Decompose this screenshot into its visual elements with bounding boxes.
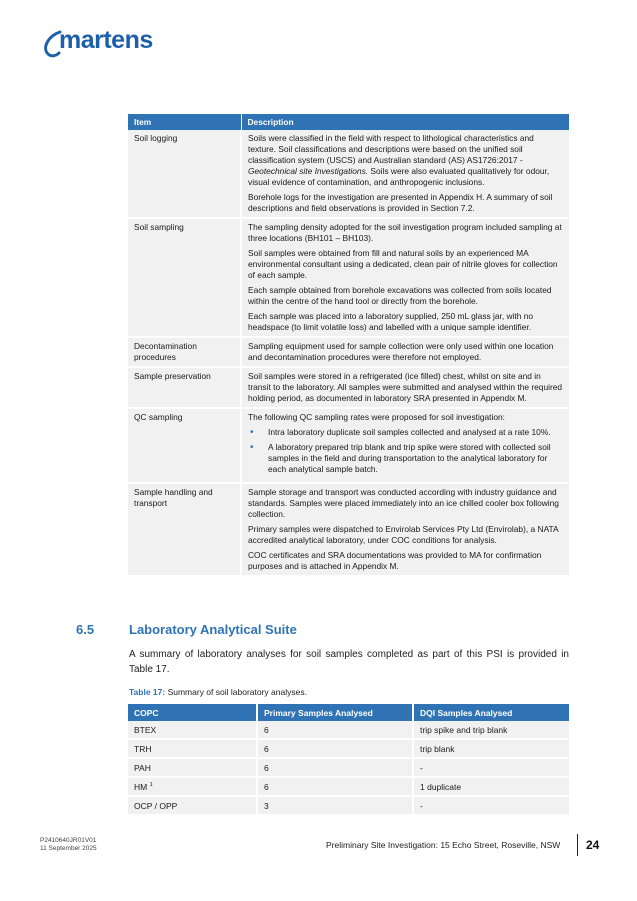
row-description [241, 367, 569, 408]
description-paragraph: Each sample was placed into a laboratory supplied, 250 mL glass jar, with no headspace (to limit volatile loss) and labelled with a unique sample identifier. [248, 311, 534, 332]
primary-cell: 3 [257, 796, 413, 815]
footer-title: Preliminary Site Investigation: 15 Echo Street, Roseville, NSW [326, 840, 561, 850]
primary-cell: 6 [257, 739, 413, 758]
methodology-table [128, 114, 569, 577]
copc-cell: OCP / OPP [128, 796, 257, 815]
table-row [128, 367, 569, 408]
dqi-cell: - [413, 796, 569, 815]
primary-cell: 6 [257, 758, 413, 777]
description-paragraph: Each sample obtained from borehole excavations was collected from soils located within the centre of the hand tool or directly from the borehole. [248, 285, 552, 306]
dqi-cell: - [413, 758, 569, 777]
table-row [128, 483, 569, 576]
copc-cell: PAH [128, 758, 257, 777]
copc-cell: TRH [128, 739, 257, 758]
section-title: Laboratory Analytical Suite [129, 622, 297, 637]
table-caption [129, 687, 307, 697]
qc-bullet-list [248, 427, 563, 475]
primary-cell: 6 [257, 721, 413, 739]
col-header-item: Item [128, 114, 241, 130]
row-description [241, 218, 569, 337]
table-header-row [128, 114, 569, 130]
section-paragraph: A summary of laboratory analyses for soil samples completed as part of this PSI is provided in Table 17. [129, 649, 569, 675]
row-description [241, 408, 569, 483]
row-item: Soil sampling [128, 218, 241, 337]
col-header-primary: Primary Samples Analysed [257, 704, 413, 721]
description-paragraph: The following QC sampling rates were proposed for soil investigation: [248, 412, 505, 422]
logo-text: martens [59, 26, 153, 54]
description-paragraph: Borehole logs for the investigation are presented in Appendix H. A summary of soil descriptions and field observations is provided in Section 7.2. [248, 192, 553, 213]
dqi-cell: trip blank [413, 739, 569, 758]
dqi-cell: 1 duplicate [413, 777, 569, 796]
copc-cell: BTEX [128, 721, 257, 739]
caption-label: Table 17: [129, 687, 166, 697]
copc-cell: HM $^1$ [128, 777, 257, 796]
description-paragraph: The sampling density adopted for the soil investigation program included sampling at three locations (BH101 – BH103). [248, 222, 562, 243]
footer-ref-number: P2410640JR01V01 [40, 837, 97, 844]
table-header-row [128, 704, 569, 721]
martens-logo [42, 24, 162, 60]
section-number: 6.5 [76, 622, 95, 637]
col-header-description: Description [241, 114, 569, 130]
row-description [241, 337, 569, 367]
footer-date: 11 September 2025 [40, 845, 97, 852]
row-item: Soil logging [128, 130, 241, 218]
page-number: 24 [586, 838, 600, 852]
table-row [128, 758, 569, 777]
description-paragraph: Sample storage and transport was conducted according with industry guidance and standards. Samples were placed immediately into an ice chilled cooler box following collection. [248, 487, 559, 519]
table-row [128, 796, 569, 815]
table-row [128, 721, 569, 739]
row-item: Decontamination procedures [128, 337, 241, 367]
table-row [128, 218, 569, 337]
footer-reference [40, 837, 97, 853]
table-row [128, 408, 569, 483]
description-paragraph: Primary samples were dispatched to Envirolab Services Pty Ltd (Envirolab), a NATA accredited analytical laboratory, under COC conditions for analysis. [248, 524, 559, 545]
dqi-cell: trip spike and trip blank [413, 721, 569, 739]
primary-cell: 6 [257, 777, 413, 796]
footnote-marker: 1 [149, 781, 153, 788]
table-row [128, 337, 569, 367]
description-paragraph: Sampling equipment used for sample collection were only used within one location and decontamination procedures were therefore not employed. [248, 341, 554, 362]
row-description [241, 483, 569, 576]
table-row [128, 130, 569, 218]
description-paragraph: Soil samples were stored in a refrigerated (ice filled) chest, whilst on site and in transit to the laboratory. All samples were submitted and analysed within the required holding period, as documented in laboratory SRA presented in Appendix M. [248, 371, 563, 403]
col-header-copc: COPC [128, 704, 257, 721]
row-description [241, 130, 569, 218]
caption-text: Summary of soil laboratory analyses. [165, 687, 307, 697]
row-item: QC sampling [128, 408, 241, 483]
description-paragraph: Soil samples were obtained from fill and natural soils by an experienced MA environmental consultant using a dedicated, clean pair of nitrile gloves for collection of each sample. [248, 248, 558, 280]
analyses-table [128, 704, 569, 816]
row-item: Sample preservation [128, 367, 241, 408]
description-paragraph: COC certificates and SRA documentations was provided to MA for confirmation purposes and is attached in Appendix M. [248, 550, 542, 571]
col-header-dqi: DQI Samples Analysed [413, 704, 569, 721]
table-row [128, 739, 569, 758]
description-paragraph: Soils were classified in the field with respect to lithological characteristics and texture. Soil classifications and descriptions were based on the unified soil classification system (USCS) and Australian standard (AS) AS1726:2017 - Geotechnical site Investigations. Soils were also evaluated qualitatively for odour, visual evidence of contamination, and anthropogenic inclusions. [248, 133, 550, 187]
bullet-item: • A laboratory prepared trip blank and trip spike were stored with collected soil samples in the field and during transportation to the analytical laboratory for each analytical sample batch. [262, 442, 563, 475]
footer-divider [577, 834, 578, 856]
bullet-item: • Intra laboratory duplicate soil samples collected and analysed at a rate 10%. [262, 427, 563, 438]
row-item: Sample handling and transport [128, 483, 241, 576]
table-row [128, 777, 569, 796]
